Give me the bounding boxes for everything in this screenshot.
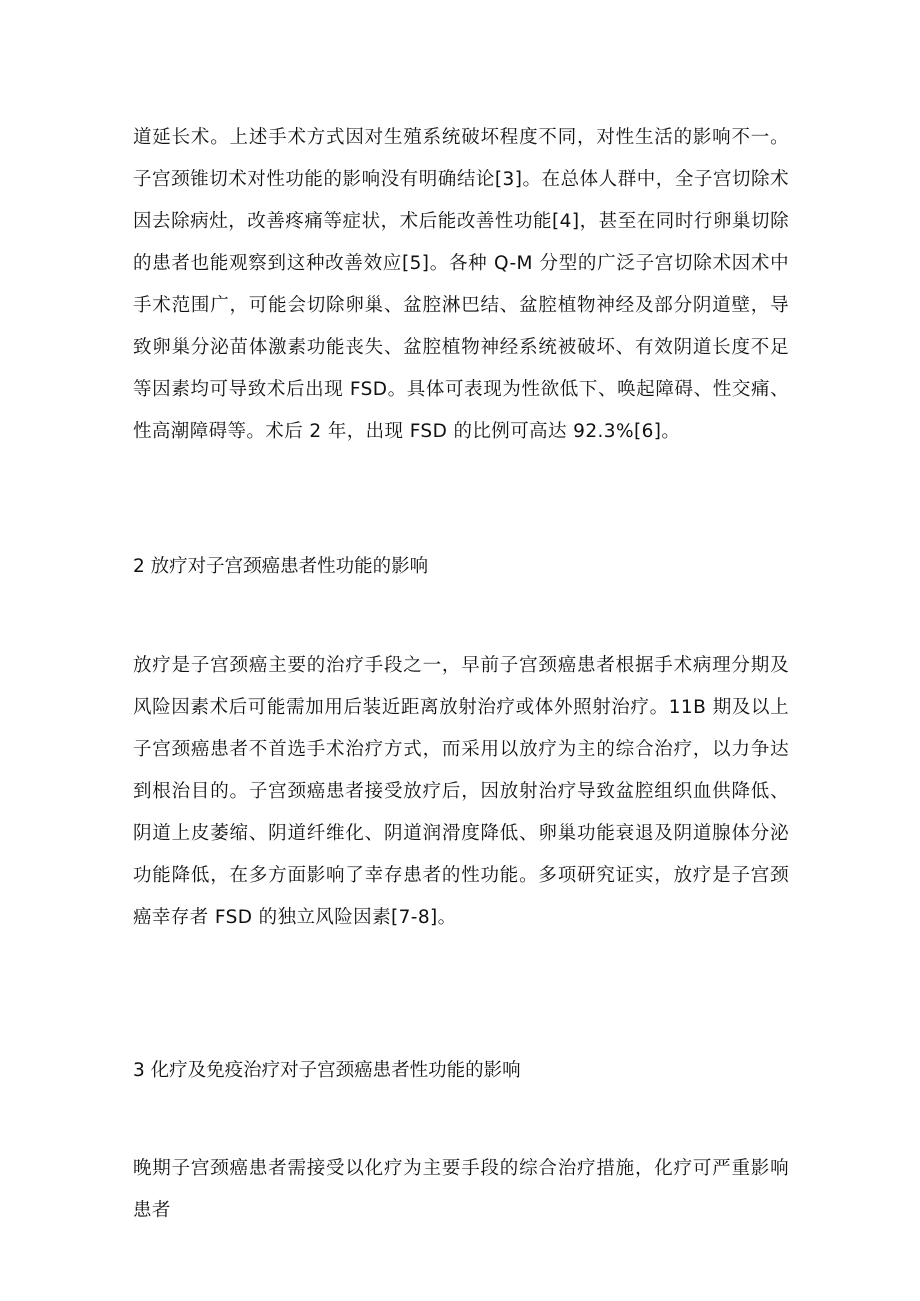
section-heading-chemo-immunotherapy: 3 化疗及免疫治疗对子宫颈癌患者性功能的影响 [133,1060,521,1081]
body-paragraph-chemotherapy: 晚期子宫颈癌患者需接受以化疗为主要手段的综合治疗措施，化疗可严重影响患者 [133,1158,789,1221]
section-heading-radiotherapy: 2 放疗对子宫颈癌患者性功能的影响 [133,556,429,577]
body-paragraph-radiotherapy: 放疗是子宫颈癌主要的治疗手段之一，早前子宫颈癌患者根据手术病理分期及风险因素术后可能需加用后装近距离放射治疗或体外照射治疗。11B 期及以上子宫颈癌患者不首选手术治疗方式，而采用以放疗为主的综合治疗，以力争达到根治目的。子宫颈癌患者接受放疗后，因放射治疗导致盆腔组织血供降低、阴道上皮萎缩、阴道纤维化、阴道润滑度降低、卵巢功能衰退及阴道腺体分泌功能降低，在多方面影响了幸存患者的性功能。多项研究证实，放疗是子宫颈癌幸存者 FSD 的独立风险因素[7-8]。 [133,655,789,928]
body-paragraph-surgery: 道延长术。上述手术方式因对生殖系统破坏程度不同，对性生活的影响不一。子宫颈锥切术对性功能的影响没有明确结论[3]。在总体人群中，全子宫切除术因去除病灶，改善疼痛等症状，术后能改善性功能[4]，甚至在同时行卵巢切除的患者也能观察到这种改善效应[5]。各种 Q-M 分型的广泛子宫切除术因术中手术范围广，可能会切除卵巢、盆腔淋巴结、盆腔植物神经及部分阴道壁，导致卵巢分泌苗体激素功能丧失、盆腔植物神经系统被破坏、有效阴道长度不足等因素均可导致术后出现 FSD。具体可表现为性欲低下、唤起障碍、性交痛、性高潮障碍等。术后 2 年，出现 FSD 的比例可高达 92.3%[6]。 [133,127,789,442]
